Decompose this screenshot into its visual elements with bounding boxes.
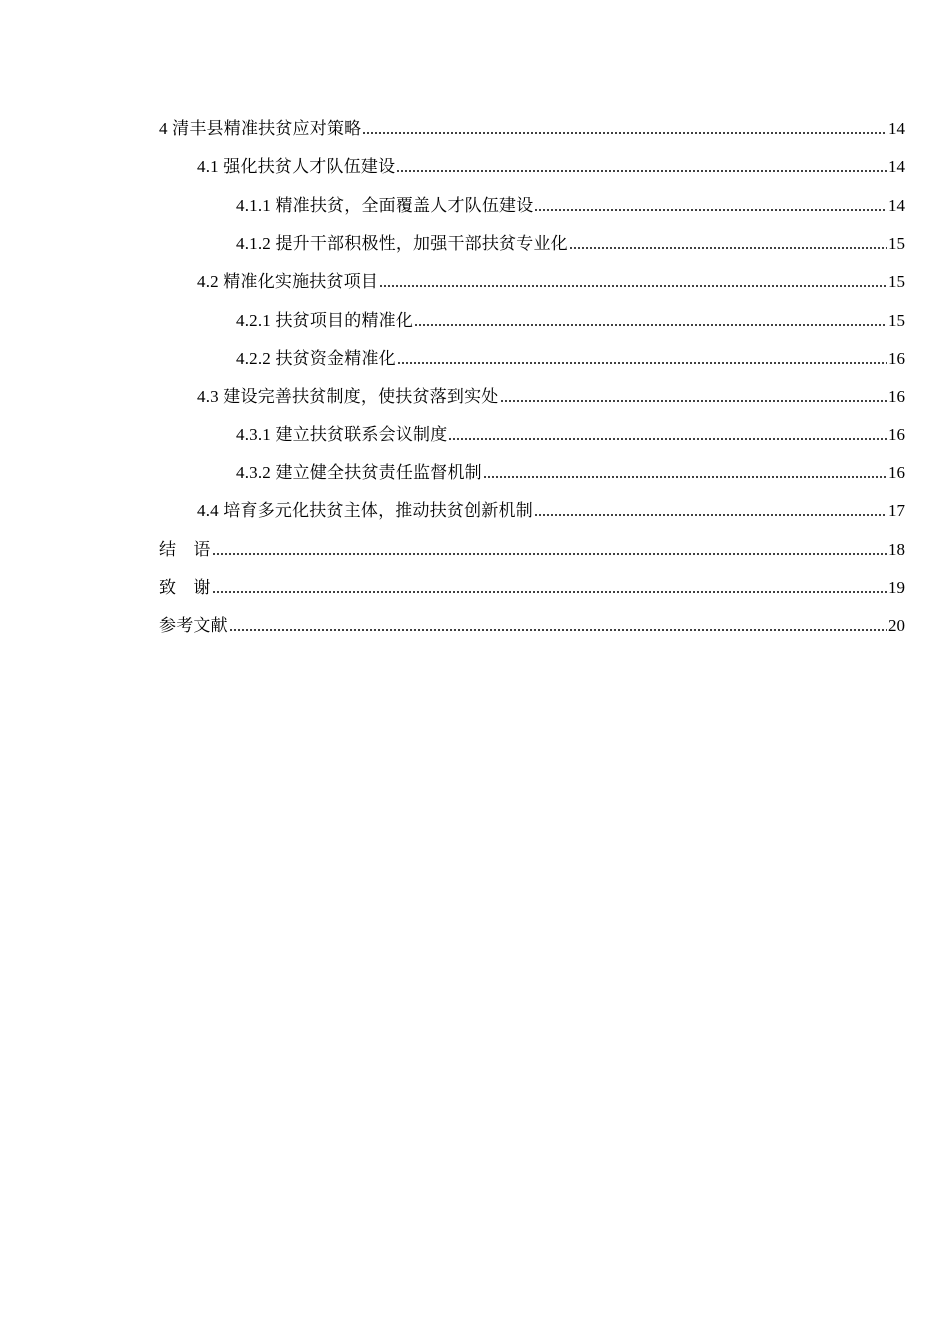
toc-entry-title: 4.1.2 提升干部积极性，加强干部扶贫专业化 (236, 234, 568, 253)
toc-dot-leader (397, 362, 887, 364)
toc-page-number: 17 (888, 501, 905, 520)
toc-page-number: 14 (888, 119, 905, 138)
toc-dot-leader (534, 514, 887, 516)
toc-dot-leader (212, 591, 887, 593)
toc-entry-title: 结 语 (159, 540, 211, 559)
toc-entry-title: 4.2.1 扶贫项目的精准化 (236, 311, 414, 330)
toc-page-number: 16 (888, 425, 905, 444)
toc-page-number: 18 (888, 540, 905, 559)
toc-entry-4-1-2[interactable] (236, 230, 905, 254)
toc-dot-leader (414, 324, 887, 326)
toc-page-number: 16 (888, 463, 905, 482)
toc-entry-title: 4.2.2 扶贫资金精准化 (236, 349, 396, 368)
toc-page-number: 19 (888, 578, 905, 597)
toc-entry-4-2[interactable] (197, 268, 905, 292)
toc-entry-4-3-1[interactable] (236, 421, 905, 445)
toc-page-number: 20 (888, 616, 905, 635)
toc-page-number: 16 (888, 349, 905, 368)
toc-entry-4-3[interactable] (197, 383, 905, 407)
toc-dot-leader (379, 285, 887, 287)
toc-page-number: 14 (888, 157, 905, 176)
toc-dot-leader (448, 438, 887, 440)
toc-dot-leader (534, 209, 887, 211)
toc-entry-title: 4.4 培育多元化扶贫主体，推动扶贫创新机制 (197, 501, 533, 520)
toc-dot-leader (396, 170, 887, 172)
toc-entry-title: 4 清丰县精准扶贫应对策略 (159, 119, 362, 138)
toc-entry-4-1-1[interactable] (236, 192, 905, 216)
toc-page-number: 15 (888, 234, 905, 253)
toc-entry-4-2-2[interactable] (236, 345, 905, 369)
toc-dot-leader (483, 476, 887, 478)
toc-entry-title: 4.3 建设完善扶贫制度，使扶贫落到实处 (197, 387, 499, 406)
toc-entry-4[interactable] (159, 115, 905, 139)
toc-page-number: 15 (888, 311, 905, 330)
toc-entry-4-1[interactable] (197, 153, 905, 177)
toc-entry-title: 参考文献 (159, 616, 228, 635)
toc-dot-leader (500, 400, 888, 402)
toc-page-number: 14 (888, 196, 905, 215)
toc-entry-references[interactable] (159, 612, 905, 636)
toc-entry-4-2-1[interactable] (236, 307, 905, 331)
toc-dot-leader (362, 132, 887, 134)
toc-dot-leader (569, 247, 887, 249)
toc-entry-title: 致 谢 (159, 578, 211, 597)
toc-entry-title: 4.1 强化扶贫人才队伍建设 (197, 157, 396, 176)
toc-page-number: 16 (888, 387, 905, 406)
toc-entry-title: 4.3.1 建立扶贫联系会议制度 (236, 425, 448, 444)
toc-dot-leader (212, 553, 887, 555)
toc-entry-4-4[interactable] (197, 497, 905, 521)
toc-entry-title: 4.1.1 精准扶贫，全面覆盖人才队伍建设 (236, 196, 534, 215)
toc-entry-conclusion[interactable] (159, 536, 905, 560)
toc-dot-leader (229, 629, 887, 631)
toc-entry-4-3-2[interactable] (236, 459, 905, 483)
toc-page-number: 15 (888, 272, 905, 291)
toc-entry-title: 4.3.2 建立健全扶贫责任监督机制 (236, 463, 482, 482)
toc-entry-acknowledgements[interactable] (159, 574, 905, 598)
toc-entry-title: 4.2 精准化实施扶贫项目 (197, 272, 379, 291)
